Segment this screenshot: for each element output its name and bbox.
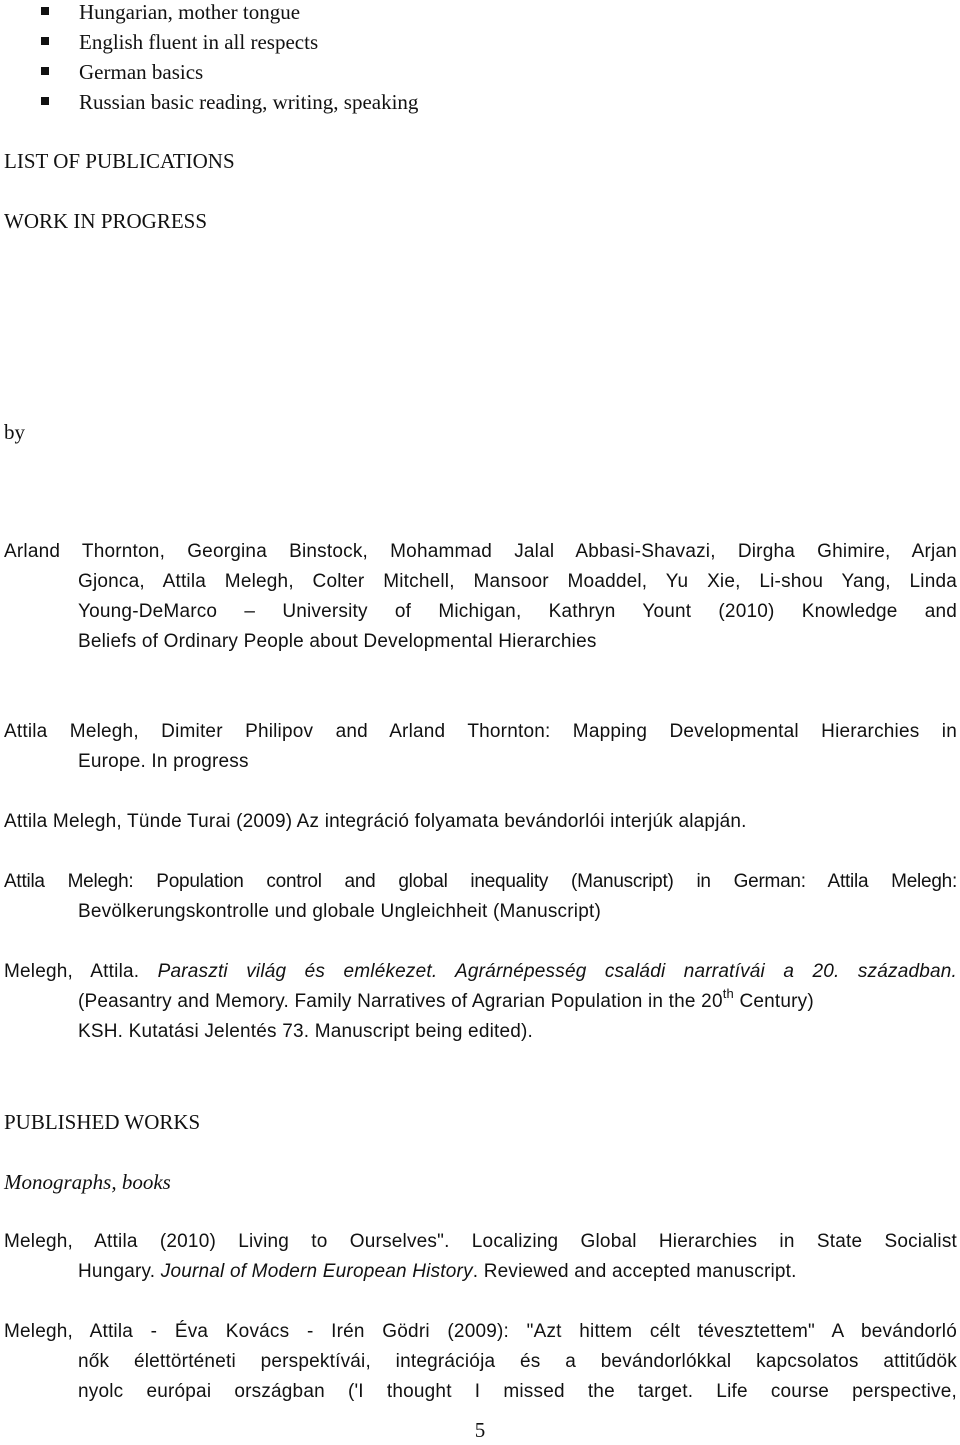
list-item: Russian basic reading, writing, speaking <box>40 87 418 117</box>
publication-entry: Attila Melegh: Population control and global inequality (Manuscript) in German: Attila Melegh: Bevölkerungskontrolle und globale Ungleichheit (Manuscript) <box>4 871 957 922</box>
square-bullet-icon <box>41 97 49 105</box>
heading-published-works: PUBLISHED WORKS <box>4 1110 201 1134</box>
publication-entry: Attila Melegh, Tünde Turai (2009) Az integráció folyamata bevándorlói interjúk alapján. <box>4 811 747 832</box>
heading-monographs: Monographs, books <box>4 1170 171 1194</box>
publication-entry: Melegh, Attila. Paraszti világ és emlékezet. Agrárnépesség családi narratívái a 20. században. (Peasantry and Memory. Family Narratives of Agrarian Population in the 20th Century) KSH. Kutatási Jelentés 73. Manuscript being edited). <box>4 961 958 1042</box>
heading-work-in-progress: WORK IN PROGRESS <box>4 209 208 233</box>
by-label: by <box>4 420 25 444</box>
square-bullet-icon <box>41 7 49 15</box>
list-item: English fluent in all respects <box>40 27 418 57</box>
list-item: Hungarian, mother tongue <box>40 0 418 27</box>
page-number: 5 <box>474 1418 486 1442</box>
publication-entry: Attila Melegh, Dimiter Philipov and Arland Thornton: Mapping Developmental Hierarchies in Europe. In progress <box>4 721 957 772</box>
publication-entry: Arland Thornton, Georgina Binstock, Mohammad Jalal Abbasi-Shavazi, Dirgha Ghimire, Arjan Gjonca, Attila Melegh, Colter Mitchell, Mansoor Moaddel, Yu Xie, Li-shou Yang, Linda Young-DeMarco – University of Michigan, Kathryn Yount (2010) Knowledge and Beliefs of Ordinary People about Developmental Hierarchies <box>4 541 957 652</box>
publication-entry: Melegh, Attila (2010) Living to Ourselves". Localizing Global Hierarchies in State Socialist Hungary. Journal of Modern European History. Reviewed and accepted manuscript. <box>4 1231 957 1282</box>
list-item: German basics <box>40 57 418 87</box>
heading-list-of-publications: LIST OF PUBLICATIONS <box>4 149 235 173</box>
square-bullet-icon <box>41 37 49 45</box>
publication-entry: Melegh, Attila - Éva Kovács - Irén Gödri (2009): "Azt hittem célt tévesztettem" A bevándorló nők élettörténeti perspektívái, integrációja és a bevándorlókkal kapcsolatos attitűdök nyolc európai országban ('I thought I missed the target. Life course perspective, <box>4 1321 957 1402</box>
language-list <box>40 0 418 117</box>
square-bullet-icon <box>41 67 49 75</box>
italic-title: Paraszti világ és emlékezet. Agrárnépesség családi narratívái a 20. században. <box>157 961 958 982</box>
